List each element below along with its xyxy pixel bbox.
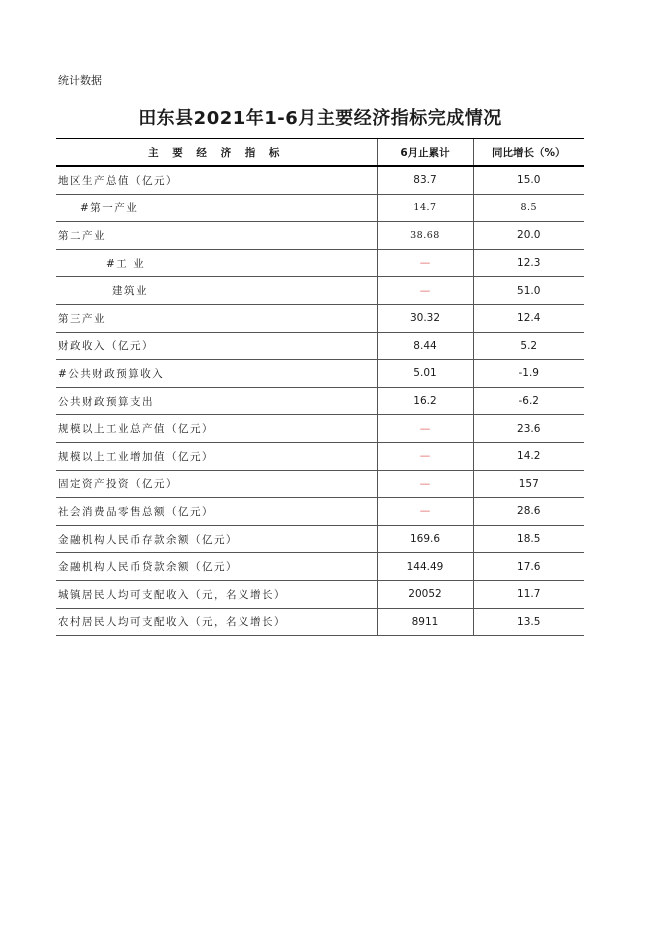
column-header-indicator: 主 要 经 济 指 标 <box>56 139 377 167</box>
table-row <box>56 277 584 305</box>
cumulative-value: 30.32 <box>377 304 473 332</box>
table-row <box>56 415 584 443</box>
cumulative-value: — <box>377 277 473 305</box>
table-header-row <box>56 139 584 167</box>
page-title: 田东县2021年1-6月主要经济指标完成情况 <box>138 108 502 129</box>
cumulative-value: 169.6 <box>377 525 473 553</box>
indicator-name: 规模以上工业增加值（亿元） <box>56 442 377 470</box>
indicator-name: 固定资产投资（亿元） <box>56 470 377 498</box>
growth-value: 12.3 <box>473 249 584 277</box>
table-row <box>56 498 584 526</box>
table-row <box>56 360 584 388</box>
indicator-name: 公共财政预算支出 <box>56 387 377 415</box>
cumulative-value: — <box>377 498 473 526</box>
table-row <box>56 166 584 194</box>
table-row <box>56 194 584 222</box>
cumulative-value: — <box>377 415 473 443</box>
cumulative-value: — <box>377 442 473 470</box>
table-row <box>56 442 584 470</box>
table-row <box>56 553 584 581</box>
cumulative-value: 8.44 <box>377 332 473 360</box>
indicator-name: 建筑业 <box>56 277 377 305</box>
cumulative-value: 14.7 <box>377 194 473 222</box>
indicator-name: #公共财政预算收入 <box>56 360 377 388</box>
indicator-name: 城镇居民人均可支配收入（元，名义增长） <box>56 580 377 608</box>
growth-value: 157 <box>473 470 584 498</box>
growth-value: -6.2 <box>473 387 584 415</box>
indicator-name: 第二产业 <box>56 222 377 250</box>
indicator-name: #工 业 <box>56 249 377 277</box>
table-row <box>56 470 584 498</box>
indicator-name: #第一产业 <box>56 194 377 222</box>
table-row <box>56 525 584 553</box>
cumulative-value: 16.2 <box>377 387 473 415</box>
table-row <box>56 332 584 360</box>
column-header-growth: 同比增长（%） <box>473 139 584 167</box>
indicator-name: 财政收入（亿元） <box>56 332 377 360</box>
growth-value: 15.0 <box>473 166 584 194</box>
indicator-name: 规模以上工业总产值（亿元） <box>56 415 377 443</box>
cumulative-value: — <box>377 470 473 498</box>
growth-value: 11.7 <box>473 580 584 608</box>
growth-value: 23.6 <box>473 415 584 443</box>
growth-value: 18.5 <box>473 525 584 553</box>
table-body <box>56 166 584 636</box>
growth-value: -1.9 <box>473 360 584 388</box>
growth-value: 14.2 <box>473 442 584 470</box>
growth-value: 28.6 <box>473 498 584 526</box>
table-row <box>56 304 584 332</box>
growth-value: 13.5 <box>473 608 584 636</box>
corner-label: 统计数据 <box>58 74 102 87</box>
indicator-name: 社会消费品零售总额（亿元） <box>56 498 377 526</box>
indicator-name: 第三产业 <box>56 304 377 332</box>
column-header-cumulative: 6月止累计 <box>377 139 473 167</box>
cumulative-value: 83.7 <box>377 166 473 194</box>
cumulative-value: 8911 <box>377 608 473 636</box>
indicator-name: 地区生产总值（亿元） <box>56 166 377 194</box>
indicator-name: 金融机构人民币贷款余额（亿元） <box>56 553 377 581</box>
table-header <box>56 139 584 167</box>
cumulative-value: 38.68 <box>377 222 473 250</box>
table-row <box>56 222 584 250</box>
cumulative-value: 20052 <box>377 580 473 608</box>
table-row <box>56 580 584 608</box>
cumulative-value: — <box>377 249 473 277</box>
growth-value: 12.4 <box>473 304 584 332</box>
table-row <box>56 608 584 636</box>
growth-value: 20.0 <box>473 222 584 250</box>
indicators-table <box>56 138 584 636</box>
indicator-name: 农村居民人均可支配收入（元，名义增长） <box>56 608 377 636</box>
growth-value: 17.6 <box>473 553 584 581</box>
growth-value: 5.2 <box>473 332 584 360</box>
cumulative-value: 144.49 <box>377 553 473 581</box>
growth-value: 8.5 <box>473 194 584 222</box>
growth-value: 51.0 <box>473 277 584 305</box>
cumulative-value: 5.01 <box>377 360 473 388</box>
table-row <box>56 249 584 277</box>
indicator-name: 金融机构人民币存款余额（亿元） <box>56 525 377 553</box>
table-row <box>56 387 584 415</box>
